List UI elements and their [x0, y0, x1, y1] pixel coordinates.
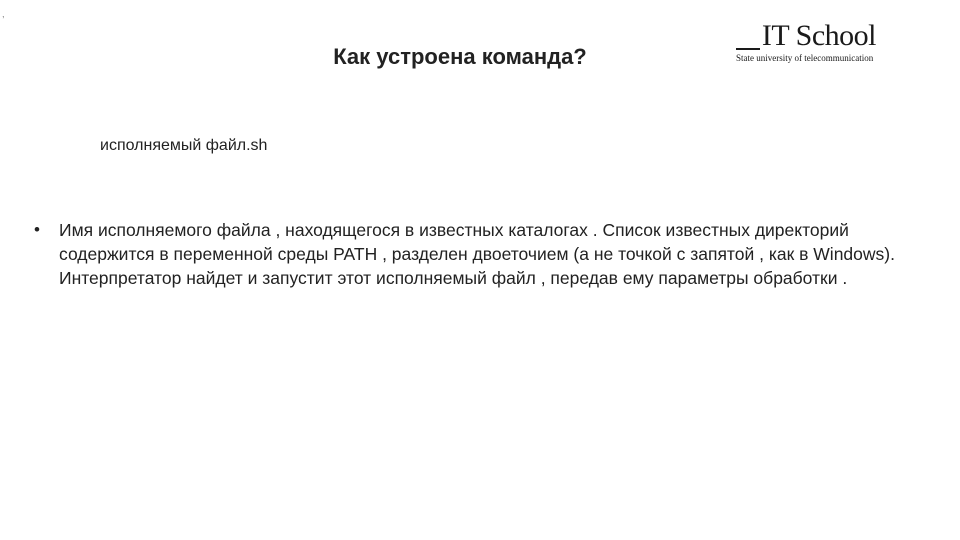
logo-subtitle: State university of telecommunication	[736, 53, 874, 63]
slide-title: Как устроена команда?	[333, 44, 587, 69]
logo-name: IT School	[761, 19, 876, 52]
slide-subheading: исполняемый файл.sh	[100, 137, 268, 154]
bullet-list	[34, 218, 904, 290]
bullet-text: Имя исполняемого файла , находящегося в известных каталогах . Список известных директорий содержится в переменной среды PATH , разделен двоеточием (а не точкой с запятой , как в Windows). Интерпретатор найдет и запустит этот исполняемый файл , передав ему параметры обработки .	[59, 220, 895, 288]
corner-mark: ,	[2, 9, 5, 19]
bullet-item	[34, 218, 904, 290]
bullet-marker: •	[34, 220, 40, 239]
